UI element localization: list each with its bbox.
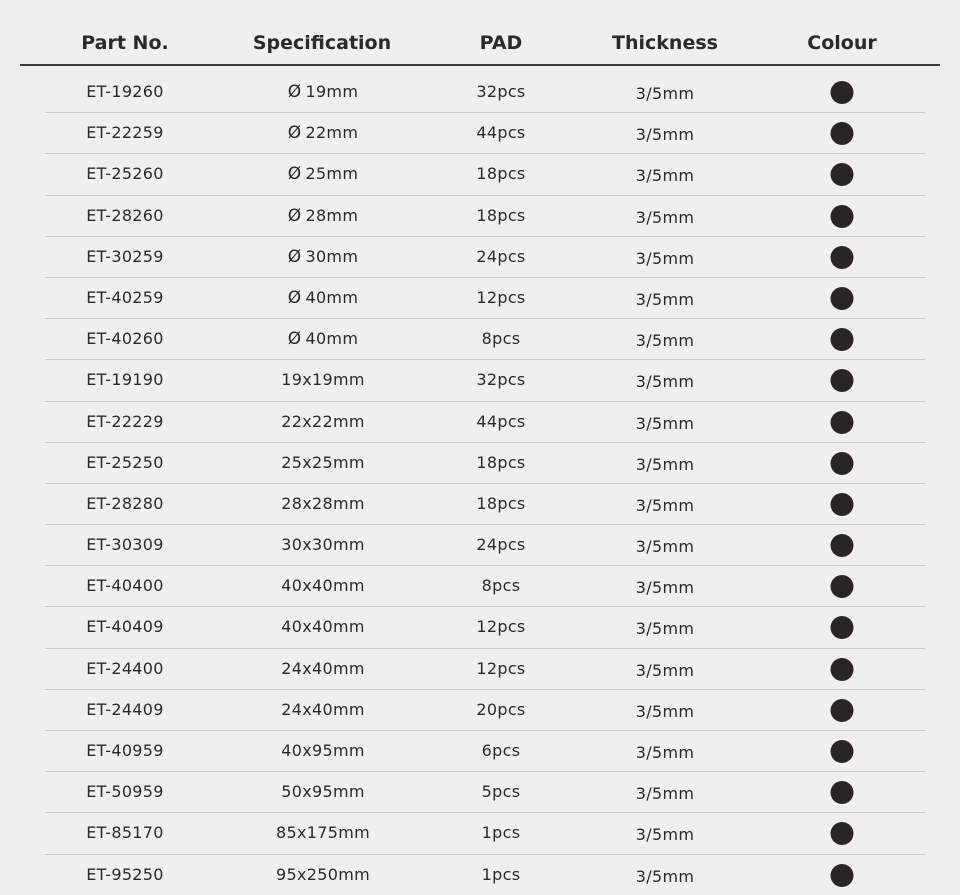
table-row <box>45 278 925 319</box>
pad-count-cell: 12pcs <box>476 617 526 637</box>
thickness-cell: 3/5mm <box>635 578 695 598</box>
part-number-cell: ET-22229 <box>86 411 164 431</box>
pad-count-cell: 44pcs <box>476 411 526 431</box>
table-row <box>45 154 925 195</box>
thickness-cell: 3/5mm <box>635 166 695 186</box>
thickness-cell: 3/5mm <box>635 825 695 845</box>
table-header <box>20 26 940 66</box>
header-colour: Colour <box>807 32 877 54</box>
thickness-cell: 3/5mm <box>635 84 695 103</box>
pad-count-cell: 6pcs <box>481 741 521 760</box>
specification-value: 50x95mm <box>281 782 365 802</box>
colour-swatch <box>831 575 854 598</box>
thickness-cell: 3/5mm <box>635 743 695 762</box>
pad-count-cell: 18pcs <box>476 205 526 225</box>
specification-cell <box>281 659 364 678</box>
part-number-cell: ET-28280 <box>86 493 164 513</box>
specification-cell <box>288 329 358 349</box>
colour-swatch <box>831 740 854 763</box>
header-thickness: Thickness <box>612 32 718 54</box>
pad-count-cell: 12pcs <box>476 658 526 678</box>
table-row <box>45 690 925 731</box>
table-row <box>45 402 925 443</box>
thickness-cell: 3/5mm <box>635 537 695 557</box>
specification-cell <box>288 164 358 184</box>
table-row <box>45 237 925 278</box>
pad-count-cell: 32pcs <box>476 82 526 101</box>
diameter-icon: Ø <box>287 287 302 308</box>
colour-swatch <box>831 534 854 557</box>
pad-count-cell: 20pcs <box>476 699 526 719</box>
colour-swatch <box>831 122 854 145</box>
table-row <box>45 113 925 154</box>
thickness-cell: 3/5mm <box>635 866 695 886</box>
table-body <box>45 72 925 895</box>
table-row <box>45 319 925 360</box>
specification-value: 25mm <box>305 164 359 184</box>
colour-swatch <box>831 699 854 722</box>
table-row <box>45 649 925 690</box>
specification-value: 40x40mm <box>281 617 365 637</box>
specification-value: 28mm <box>305 205 359 225</box>
thickness-cell: 3/5mm <box>635 454 695 474</box>
specification-cell <box>288 206 358 226</box>
specification-value: 19mm <box>305 82 359 101</box>
colour-swatch <box>831 781 854 804</box>
part-number-cell: ET-25260 <box>86 164 164 184</box>
diameter-icon: Ø <box>287 329 302 350</box>
colour-swatch <box>831 369 854 392</box>
table-row <box>45 525 925 566</box>
specification-cell <box>288 82 358 102</box>
pad-count-cell: 18pcs <box>476 164 526 184</box>
specification-cell <box>281 535 364 554</box>
colour-swatch <box>831 493 854 516</box>
pad-count-cell: 8pcs <box>481 329 521 349</box>
part-number-cell: ET-50959 <box>86 782 164 802</box>
thickness-cell: 3/5mm <box>635 495 695 515</box>
colour-swatch <box>831 616 854 639</box>
diameter-icon: Ø <box>287 246 302 267</box>
pad-count-cell: 18pcs <box>476 452 526 472</box>
specification-value: 25x25mm <box>281 452 365 472</box>
specification-value: 28x28mm <box>281 493 365 513</box>
pad-count-cell: 5pcs <box>481 782 521 802</box>
pad-count-cell: 24pcs <box>476 535 526 555</box>
specification-cell <box>281 576 364 595</box>
pad-count-cell: 32pcs <box>476 370 526 390</box>
part-number-cell: ET-40259 <box>86 287 164 307</box>
colour-swatch <box>831 163 854 186</box>
part-number-cell: ET-30259 <box>86 246 164 266</box>
colour-swatch <box>831 205 854 228</box>
table-row <box>45 360 925 401</box>
table-row <box>45 813 925 854</box>
specification-cell <box>281 700 364 719</box>
diameter-icon: Ø <box>287 205 302 226</box>
pad-count-cell: 1pcs <box>481 823 521 843</box>
diameter-icon: Ø <box>287 82 302 102</box>
specification-value: 95x250mm <box>276 864 370 884</box>
part-number-cell: ET-28260 <box>86 205 164 225</box>
diameter-icon: Ø <box>287 123 302 144</box>
diameter-icon: Ø <box>287 164 302 185</box>
thickness-cell: 3/5mm <box>635 331 695 351</box>
thickness-cell: 3/5mm <box>635 701 695 721</box>
table-row <box>45 731 925 772</box>
specification-cell <box>281 782 364 801</box>
colour-swatch <box>831 287 854 310</box>
colour-swatch <box>831 81 854 104</box>
specification-value: 24x40mm <box>281 658 365 678</box>
specification-value: 30mm <box>305 246 359 266</box>
part-number-cell: ET-30309 <box>86 535 164 555</box>
header-specification: Specification <box>252 32 392 54</box>
table-row <box>45 443 925 484</box>
specification-cell <box>281 370 364 389</box>
header-part-no: Part No. <box>81 32 169 54</box>
specification-value: 40x95mm <box>281 741 365 760</box>
part-number-cell: ET-40409 <box>86 617 164 637</box>
pad-count-cell: 24pcs <box>476 246 526 266</box>
specification-value: 40x40mm <box>281 576 365 596</box>
part-number-cell: ET-40400 <box>86 576 164 596</box>
pad-count-cell: 1pcs <box>481 864 521 884</box>
thickness-cell: 3/5mm <box>635 660 695 680</box>
specification-cell <box>281 494 364 513</box>
colour-swatch <box>831 864 854 887</box>
header-pad: PAD <box>479 32 523 54</box>
pad-count-cell: 44pcs <box>476 123 526 143</box>
table-row <box>45 607 925 648</box>
pad-count-cell: 8pcs <box>481 576 521 596</box>
table-row <box>45 72 925 113</box>
specification-cell <box>281 453 364 472</box>
colour-swatch <box>831 658 854 681</box>
specification-cell <box>288 247 358 267</box>
colour-swatch <box>831 452 854 475</box>
specification-cell <box>288 288 358 308</box>
table-row <box>45 566 925 607</box>
thickness-cell: 3/5mm <box>635 413 695 433</box>
specification-cell <box>276 823 370 842</box>
table-row <box>45 196 925 237</box>
specification-cell <box>281 741 364 760</box>
specification-value: 19x19mm <box>281 370 365 390</box>
thickness-cell: 3/5mm <box>635 207 695 227</box>
table-row <box>45 855 925 895</box>
colour-swatch <box>831 246 854 269</box>
colour-swatch <box>831 328 854 351</box>
table-row <box>45 484 925 525</box>
colour-swatch <box>831 822 854 845</box>
specification-value: 24x40mm <box>281 699 365 719</box>
specification-cell <box>288 123 358 143</box>
specification-value: 30x30mm <box>281 535 365 555</box>
part-number-cell: ET-22259 <box>86 123 164 143</box>
thickness-cell: 3/5mm <box>635 289 695 309</box>
specification-cell <box>276 865 370 884</box>
part-number-cell: ET-25250 <box>86 452 164 472</box>
part-number-cell: ET-95250 <box>86 864 164 884</box>
specification-value: 85x175mm <box>276 823 370 843</box>
part-number-cell: ET-40260 <box>86 329 164 349</box>
specification-cell <box>281 412 364 431</box>
pad-count-cell: 18pcs <box>476 493 526 513</box>
colour-swatch <box>831 411 854 434</box>
table-row <box>45 772 925 813</box>
part-number-cell: ET-19260 <box>86 82 164 101</box>
thickness-cell: 3/5mm <box>635 125 695 145</box>
specification-value: 22x22mm <box>281 411 365 431</box>
part-number-cell: ET-40959 <box>86 741 164 760</box>
thickness-cell: 3/5mm <box>635 619 695 639</box>
part-number-cell: ET-24400 <box>86 658 164 678</box>
thickness-cell: 3/5mm <box>635 248 695 268</box>
specification-value: 22mm <box>305 123 359 143</box>
part-number-cell: ET-19190 <box>86 370 164 390</box>
thickness-cell: 3/5mm <box>635 784 695 804</box>
specification-value: 40mm <box>305 287 359 307</box>
specification-value: 40mm <box>305 329 359 349</box>
part-number-cell: ET-85170 <box>86 823 164 843</box>
specification-cell <box>281 617 364 636</box>
thickness-cell: 3/5mm <box>635 372 695 392</box>
pad-count-cell: 12pcs <box>476 287 526 307</box>
part-number-cell: ET-24409 <box>86 699 164 719</box>
